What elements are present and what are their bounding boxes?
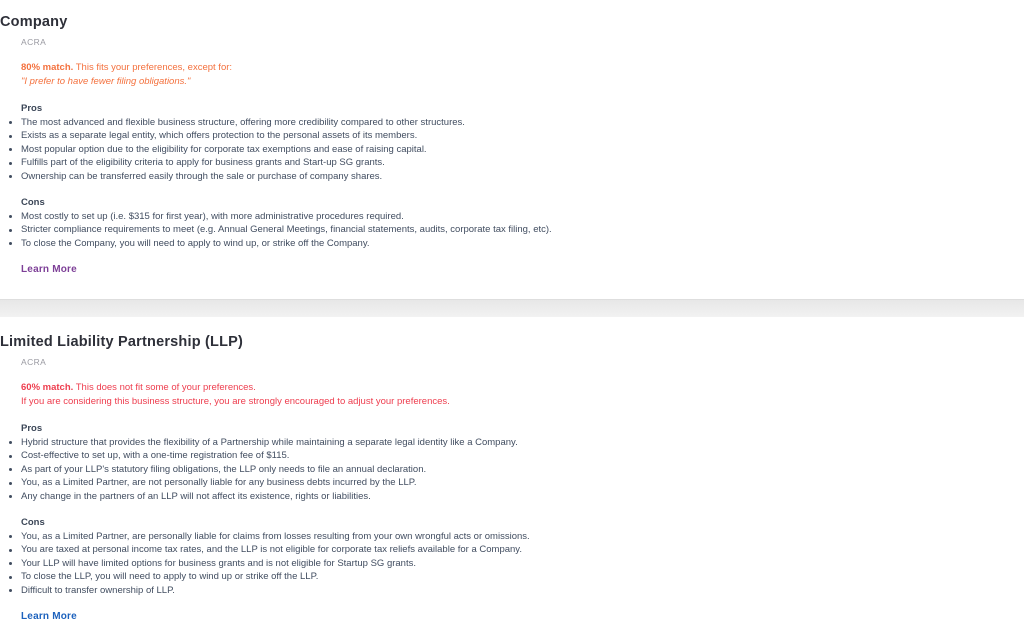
cons-label: Cons <box>21 197 45 208</box>
match-summary <box>21 61 1000 89</box>
learn-more-link[interactable]: Learn More <box>21 264 77 275</box>
pros-label: Pros <box>21 423 43 434</box>
business-structure-card-company <box>0 0 1024 299</box>
cons-list <box>0 210 1000 251</box>
cons-item: Most costly to set up (i.e. $315 for first year), with more administrative procedures required. <box>0 210 1000 224</box>
pros-item: Exists as a separate legal entity, which offers protection to the personal assets of its members. <box>0 129 1000 143</box>
match-line <box>21 381 1000 395</box>
business-structure-card-llp <box>0 317 1024 638</box>
match-line <box>21 61 1000 75</box>
card-title: Company <box>0 14 68 30</box>
cons-item: To close the Company, you will need to apply to wind up, or strike off the Company. <box>0 237 1000 251</box>
pros-item: You, as a Limited Partner, are not personally liable for any business debts incurred by the LLP. <box>0 476 1000 490</box>
agency-label: ACRA <box>21 357 47 367</box>
learn-more-link[interactable]: Learn More <box>21 611 77 622</box>
cons-item: Stricter compliance requirements to meet (e.g. Annual General Meetings, financial statements, audits, corporate tax filing, etc). <box>0 223 1000 237</box>
card-title: Limited Liability Partnership (LLP) <box>0 334 244 350</box>
section-divider <box>0 299 1024 317</box>
pros-item: Any change in the partners of an LLP will not affect its existence, rights or liabilities. <box>0 490 1000 504</box>
pros-list <box>0 436 1000 504</box>
pros-item: The most advanced and flexible business structure, offering more credibility compared to other structures. <box>0 116 1000 130</box>
pros-label: Pros <box>21 103 43 114</box>
pros-item: Cost-effective to set up, with a one-time registration fee of $115. <box>0 449 1000 463</box>
cons-item: To close the LLP, you will need to apply to wind up or strike off the LLP. <box>0 570 1000 584</box>
pros-list <box>0 116 1000 184</box>
cons-item: Your LLP will have limited options for business grants and is not eligible for Startup SG grants. <box>0 557 1000 571</box>
match-percent: 80% match. <box>21 62 74 73</box>
match-text: This fits your preferences, except for: <box>75 62 233 73</box>
pros-item: Hybrid structure that provides the flexibility of a Partnership while maintaining a separate legal identity like a Company. <box>0 436 1000 450</box>
match-quote: "I prefer to have fewer filing obligations." <box>21 76 191 87</box>
match-summary <box>21 381 1000 409</box>
pros-item: Fulfills part of the eligibility criteria to apply for business grants and Start-up SG grants. <box>0 156 1000 170</box>
match-text: This does not fit some of your preferences. <box>75 382 256 393</box>
cons-item: You, as a Limited Partner, are personally liable for claims from losses resulting from your own wrongful acts or omissions. <box>0 530 1000 544</box>
cons-label: Cons <box>21 517 45 528</box>
match-percent: 60% match. <box>21 382 74 393</box>
pros-item: As part of your LLP's statutory filing obligations, the LLP only needs to file an annual declaration. <box>0 463 1000 477</box>
pros-item: Ownership can be transferred easily through the sale or purchase of company shares. <box>0 170 1000 184</box>
cons-list <box>0 530 1000 598</box>
cons-item: You are taxed at personal income tax rates, and the LLP is not eligible for corporate tax reliefs available for a Company. <box>0 543 1000 557</box>
cons-item: Difficult to transfer ownership of LLP. <box>0 584 1000 598</box>
pros-item: Most popular option due to the eligibility for corporate tax exemptions and ease of raising capital. <box>0 143 1000 157</box>
agency-label: ACRA <box>21 37 47 47</box>
match-advice: If you are considering this business structure, you are strongly encouraged to adjust your preferences. <box>21 396 450 407</box>
